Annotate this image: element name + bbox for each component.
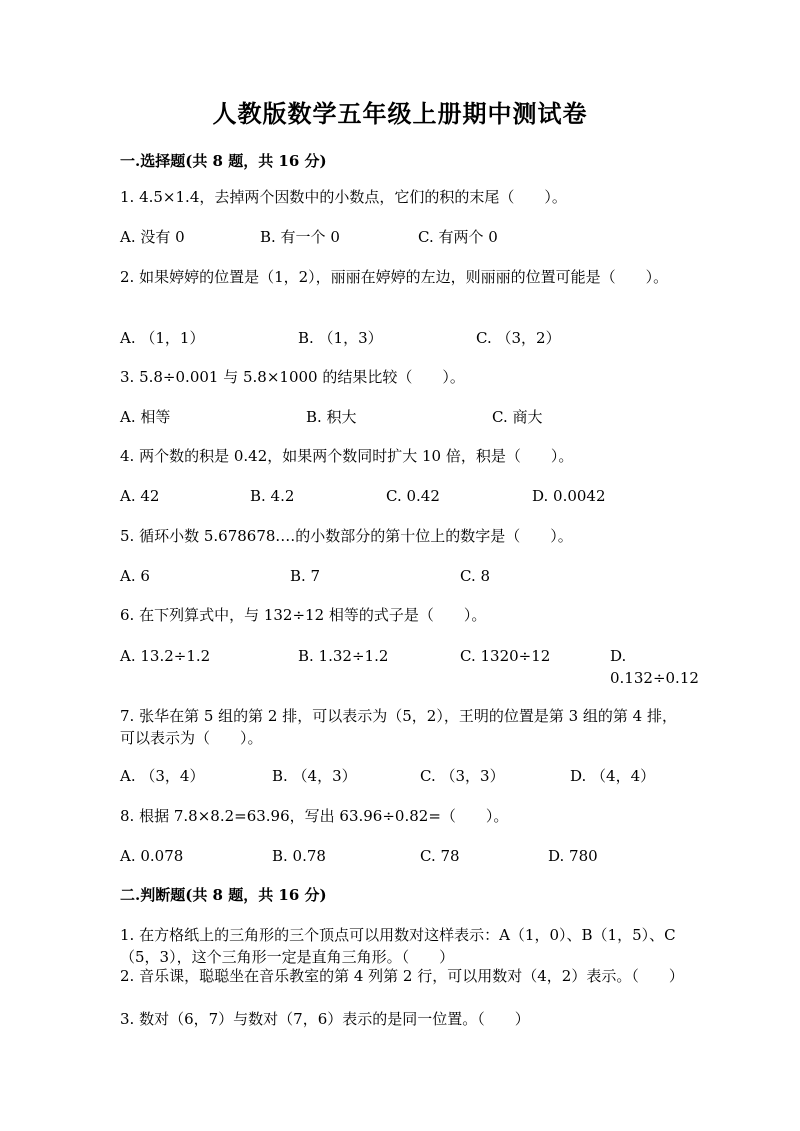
page-title: 人教版数学五年级上册期中测试卷 <box>212 99 588 128</box>
question-text: 5. 循环小数 5.678678.…的小数部分的第十位上的数字是（ ）。 <box>120 527 573 545</box>
question-text: 2. 如果婷婷的位置是（1，2），丽丽在婷婷的左边，则丽丽的位置可能是（ ）。 <box>120 268 669 286</box>
option-b: B. （4，3） <box>272 767 357 785</box>
question-text: 4. 两个数的积是 0.42，如果两个数同时扩大 10 倍，积是（ ）。 <box>120 447 574 465</box>
option-d: D. 0.0042 <box>532 487 606 505</box>
option-c: C. 有两个 0 <box>418 228 498 246</box>
option-c: C. 8 <box>460 567 491 585</box>
option-c: C. 0.42 <box>386 487 440 505</box>
option-a: A. 相等 <box>120 408 171 426</box>
option-b: B. （1，3） <box>298 329 383 347</box>
section-heading-judgement: 二.判断题(共 8 题，共 16 分) <box>120 886 327 904</box>
option-b: B. 7 <box>290 567 321 585</box>
option-b: B. 有一个 0 <box>260 228 340 246</box>
section-heading-choice: 一.选择题(共 8 题，共 16 分) <box>120 152 327 170</box>
question-text: 8. 根据 7.8×8.2=63.96，写出 63.96÷0.82=（ ）。 <box>120 807 509 825</box>
option-b: B. 4.2 <box>250 487 295 505</box>
option-c: C. （3，2） <box>476 329 561 347</box>
option-d: D. 0.132÷0.12 <box>610 647 699 687</box>
option-b: B. 积大 <box>306 408 357 426</box>
option-b: B. 0.78 <box>272 847 326 865</box>
option-c: C. 商大 <box>492 408 543 426</box>
question-text: 7. 张华在第 5 组的第 2 排，可以表示为（5，2），王明的位置是第 3 组的第 4 排，可以表示为（ ）。 <box>120 707 677 747</box>
option-c: C. （3，3） <box>420 767 505 785</box>
question-text: 6. 在下列算式中，与 132÷12 相等的式子是（ ）。 <box>120 606 487 624</box>
option-a: A. 6 <box>120 567 150 585</box>
option-a: A. 没有 0 <box>120 228 185 246</box>
option-a: A. （1，1） <box>120 329 205 347</box>
question-text: 2. 音乐课，聪聪坐在音乐教室的第 4 列第 2 行，可以用数对（4，2）表示。（ ） <box>120 967 684 985</box>
option-c: C. 1320÷12 <box>460 647 551 665</box>
question-text: 3. 5.8÷0.001 与 5.8×1000 的结果比较（ ）。 <box>120 368 465 386</box>
option-a: A. 13.2÷1.2 <box>120 647 211 665</box>
option-b: B. 1.32÷1.2 <box>298 647 389 665</box>
question-text: 1. 4.5×1.4，去掉两个因数中的小数点，它们的积的末尾（ ）。 <box>120 188 567 206</box>
option-c: C. 78 <box>420 847 460 865</box>
question-text: 3. 数对（6，7）与数对（7，6）表示的是同一位置。（ ） <box>120 1010 530 1028</box>
option-d: D. （4，4） <box>570 767 656 785</box>
option-a: A. 42 <box>120 487 160 505</box>
option-d: D. 780 <box>548 847 598 865</box>
question-text: 1. 在方格纸上的三角形的三个顶点可以用数对这样表示：A（1，0）、B（1，5）、C（5，3），这个三角形一定是直角三角形。（ ） <box>120 926 676 966</box>
option-a: A. （3，4） <box>120 767 205 785</box>
option-a: A. 0.078 <box>120 847 184 865</box>
